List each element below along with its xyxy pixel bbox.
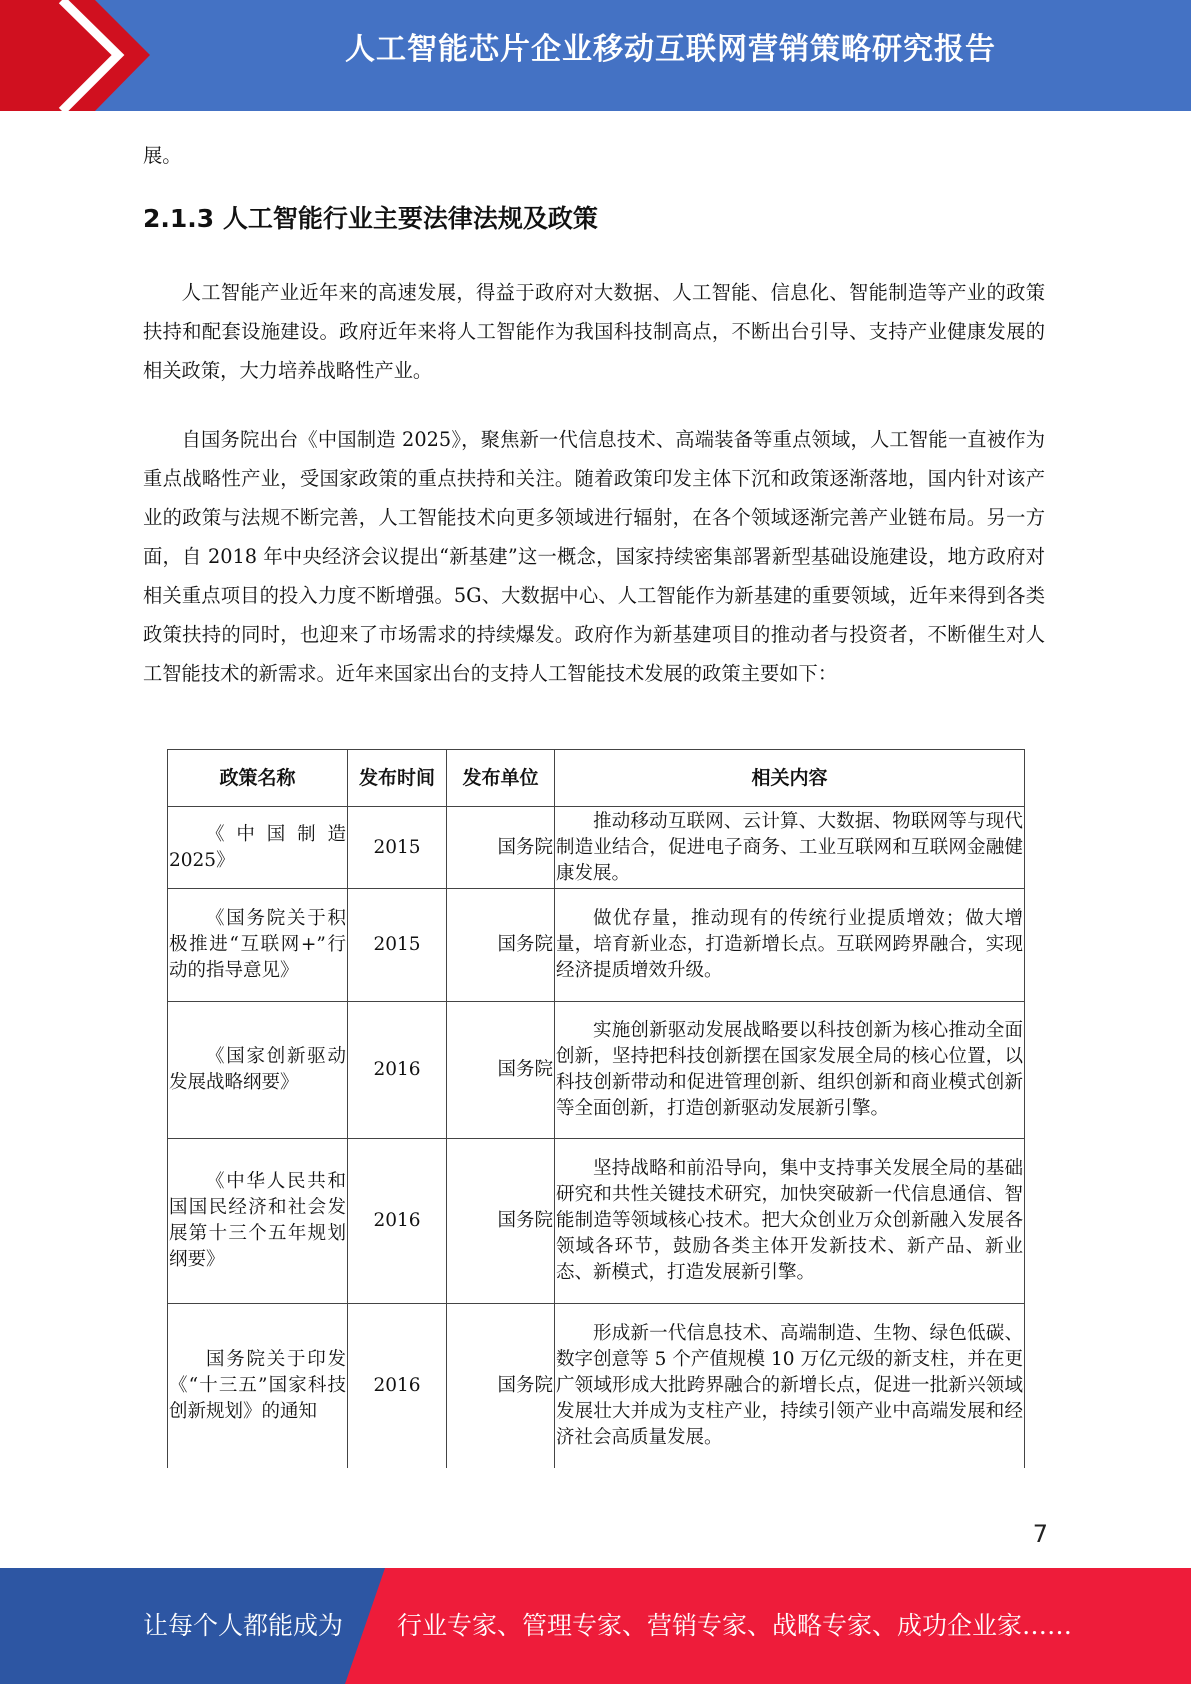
page-footer <box>0 1568 1191 1684</box>
policy-unit: 国务院 <box>447 889 555 1002</box>
policy-unit: 国务院 <box>447 1002 555 1139</box>
footer-slogan-left: 让每个人都能成为 <box>143 1611 344 1640</box>
policy-content: 形成新一代信息技术、高端制造、生物、绿色低碳、数字创意等 5 个产值规模 10 万亿元级的新支柱，并在更广领域形成大批跨界融合的新增长点，促进一批新兴领域发展壮大并成为支柱产业，持续引领产业中高端发展和经济社会高质量发展。 <box>555 1304 1025 1468</box>
header-title: 人工智能芯片企业移动互联网营销策略研究报告 <box>345 32 996 67</box>
table-row <box>168 1139 1025 1304</box>
policy-content: 做优存量，推动现有的传统行业提质增效；做大增量，培育新业态，打造新增长点。互联网跨界融合，实现经济提质增效升级。 <box>555 889 1025 1002</box>
column-header-date: 发布时间 <box>348 750 447 807</box>
page-number: 7 <box>1032 1520 1048 1548</box>
footer-slogan-right: 行业专家、管理专家、营销专家、战略专家、成功企业家…… <box>397 1611 1073 1640</box>
column-header-content: 相关内容 <box>555 750 1025 807</box>
column-header-unit: 发布单位 <box>447 750 555 807</box>
policy-name: 《中华人民共和国国民经济和社会发展第十三个五年规划纲要》 <box>168 1139 348 1304</box>
table-header-row <box>168 750 1025 807</box>
table-row <box>168 1304 1025 1468</box>
policy-content: 推动移动互联网、云计算、大数据、物联网等与现代制造业结合，促进电子商务、工业互联网和互联网金融健康发展。 <box>555 807 1025 889</box>
continued-fragment: 展。 <box>143 144 182 167</box>
table-row <box>168 807 1025 889</box>
policy-table <box>167 749 1025 1468</box>
policy-unit: 国务院 <box>447 1304 555 1468</box>
policy-name: 《中国制造 2025》 <box>168 807 348 889</box>
policy-content: 实施创新驱动发展战略要以科技创新为核心推动全面创新，坚持把科技创新摆在国家发展全局的核心位置，以科技创新带动和促进管理创新、组织创新和商业模式创新等全面创新，打造创新驱动发展新引擎。 <box>555 1002 1025 1139</box>
policy-content: 坚持战略和前沿导向，集中支持事关发展全局的基础研究和共性关键技术研究，加快突破新一代信息通信、智能制造等领域核心技术。把大众创业万众创新融入发展各领域各环节，鼓励各类主体开发新技术、新产品、新业态、新模式，打造发展新引擎。 <box>555 1139 1025 1304</box>
table-row <box>168 889 1025 1002</box>
policy-year: 2016 <box>348 1139 447 1304</box>
policy-name: 《国务院关于积极推进“互联网+”行动的指导意见》 <box>168 889 348 1002</box>
policy-year: 2015 <box>348 889 447 1002</box>
paragraph: 人工智能产业近年来的高速发展，得益于政府对大数据、人工智能、信息化、智能制造等产业的政策扶持和配套设施建设。政府近年来将人工智能作为我国科技制高点，不断出台引导、支持产业健康发展的相关政策，大力培养战略性产业。 <box>143 281 1045 382</box>
section-heading: 2.1.3 人工智能行业主要法律法规及政策 <box>143 204 598 233</box>
policy-name: 《国家创新驱动发展战略纲要》 <box>168 1002 348 1139</box>
column-header-name: 政策名称 <box>168 750 348 807</box>
table-row <box>168 1002 1025 1139</box>
page-header <box>0 0 1191 111</box>
paragraph: 自国务院出台《中国制造 2025》，聚焦新一代信息技术、高端装备等重点领域，人工智能一直被作为重点战略性产业，受国家政策的重点扶持和关注。随着政策印发主体下沉和政策逐渐落地，国内针对该产业的政策与法规不断完善，人工智能技术向更多领域进行辐射，在各个领域逐渐完善产业链布局。另一方面，自 2018 年中央经济会议提出“新基建”这一概念，国家持续密集部署新型基础设施建设，地方政府对相关重点项目的投入力度不断增强。5G、大数据中心、人工智能作为新基建的重要领域，近年来得到各类政策扶持的同时，也迎来了市场需求的持续爆发。政府作为新基建项目的推动者与投资者，不断催生对人工智能技术的新需求。近年来国家出台的支持人工智能技术发展的政策主要如下： <box>143 428 1045 685</box>
policy-unit: 国务院 <box>447 807 555 889</box>
policy-year: 2016 <box>348 1304 447 1468</box>
policy-unit: 国务院 <box>447 1139 555 1304</box>
policy-name: 国务院关于印发《“十三五”国家科技创新规划》的通知 <box>168 1304 348 1468</box>
policy-year: 2016 <box>348 1002 447 1139</box>
policy-year: 2015 <box>348 807 447 889</box>
